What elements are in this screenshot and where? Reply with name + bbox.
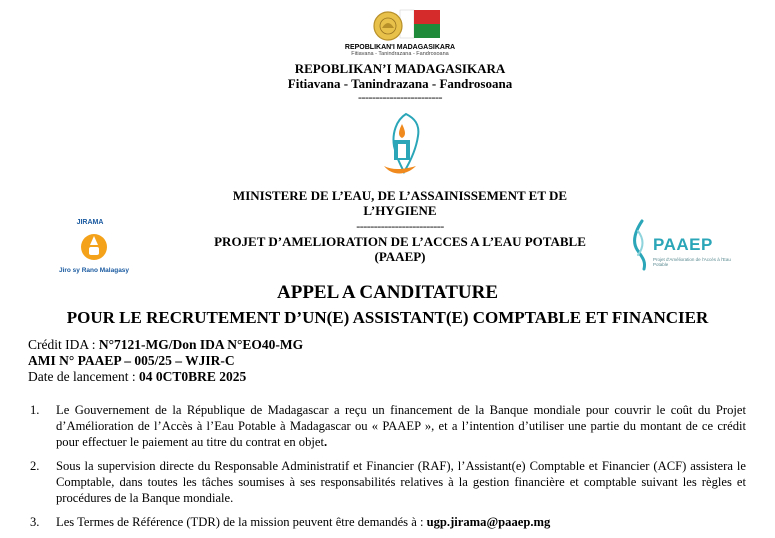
list-item-text: Le Gouvernement de la République de Madagascar a reçu un financement de la Banque mondiale pour couvrir le coût du Projet d’Amélioration de l’Accès à l’Eau Potable à Madagascar ou « PAAEP », et a l’intention d’utiliser une partie du montant de ce crédit pour effectuer le paiement au titre du contrat en objet	[56, 403, 746, 449]
project-name: PROJET D’AMELIORATION DE L’ACCES A L’EAU POTABLE (PAAEP)	[214, 234, 586, 264]
credit-value: N°7121-MG/Don IDA N°EO40-MG	[98, 337, 304, 352]
ami-reference: AMI N° PAAEP – 005/25 – WJIR-C	[28, 353, 235, 368]
seal-motto: Fitiavana - Tanindrazana - Fandrosoana	[351, 51, 449, 57]
launch-date-line	[28, 369, 246, 385]
paaep-name: PAAEP	[653, 235, 713, 254]
ministry-name: MINISTERE DE L’EAU, DE L’ASSAINISSEMENT ET DE L’HYGIENE	[232, 188, 568, 218]
separator-line: -------------------------	[356, 219, 444, 233]
list-item-number: 2.	[30, 459, 40, 473]
credit-label: Crédit IDA :	[28, 337, 99, 352]
republic-name: REPOBLIKAN’I MADAGASIKARA	[294, 61, 506, 76]
list-item-text: Les Termes de Référence (TDR) de la mission peuvent être demandés à :	[56, 515, 427, 529]
list-item-text: Sous la supervision directe du Responsable Administratif et Financier (RAF), l’Assistant(e) Comptable et Financier (ACF) assistera le Comptable, dans toutes les tâches soumises à ses responsabilités relatives à la gestion financière et comptable suivant les règles et procédures de la Banque mondiale.	[56, 459, 746, 505]
launch-label: Date de lancement :	[28, 369, 139, 384]
list-item-end: .	[323, 435, 328, 449]
list-item	[24, 514, 746, 530]
numbered-list	[24, 402, 746, 538]
launch-value: 04 0CT0BRE 2025	[138, 369, 247, 384]
separator-line: ------------------------	[358, 90, 442, 104]
paaep-subtitle: Projet d'Amélioration de l'Accès à l'Eau Potable	[653, 257, 731, 267]
credit-line	[28, 337, 303, 353]
seal-caption: REPOBLIKAN'I MADAGASIKARA	[344, 44, 456, 51]
jirama-tagline: Jiro sy Rano Malagasy	[58, 267, 130, 274]
national-motto: Fitiavana - Tanindrazana - Fandrosoana	[287, 76, 513, 91]
list-item	[24, 458, 746, 506]
contact-email[interactable]: ugp.jirama@paaep.mg	[426, 515, 551, 529]
document-subtitle: POUR LE RECRUTEMENT D’UN(E) ASSISTANT(E) COMPTABLE ET FINANCIER	[66, 308, 709, 327]
list-item-number: 3.	[30, 515, 40, 529]
list-item	[24, 402, 746, 450]
jirama-name: JIRAMA	[76, 219, 104, 226]
ministry-logo-icon	[376, 110, 430, 184]
list-item-number: 1.	[30, 403, 40, 417]
document-title: APPEL A CANDITATURE	[277, 282, 498, 303]
